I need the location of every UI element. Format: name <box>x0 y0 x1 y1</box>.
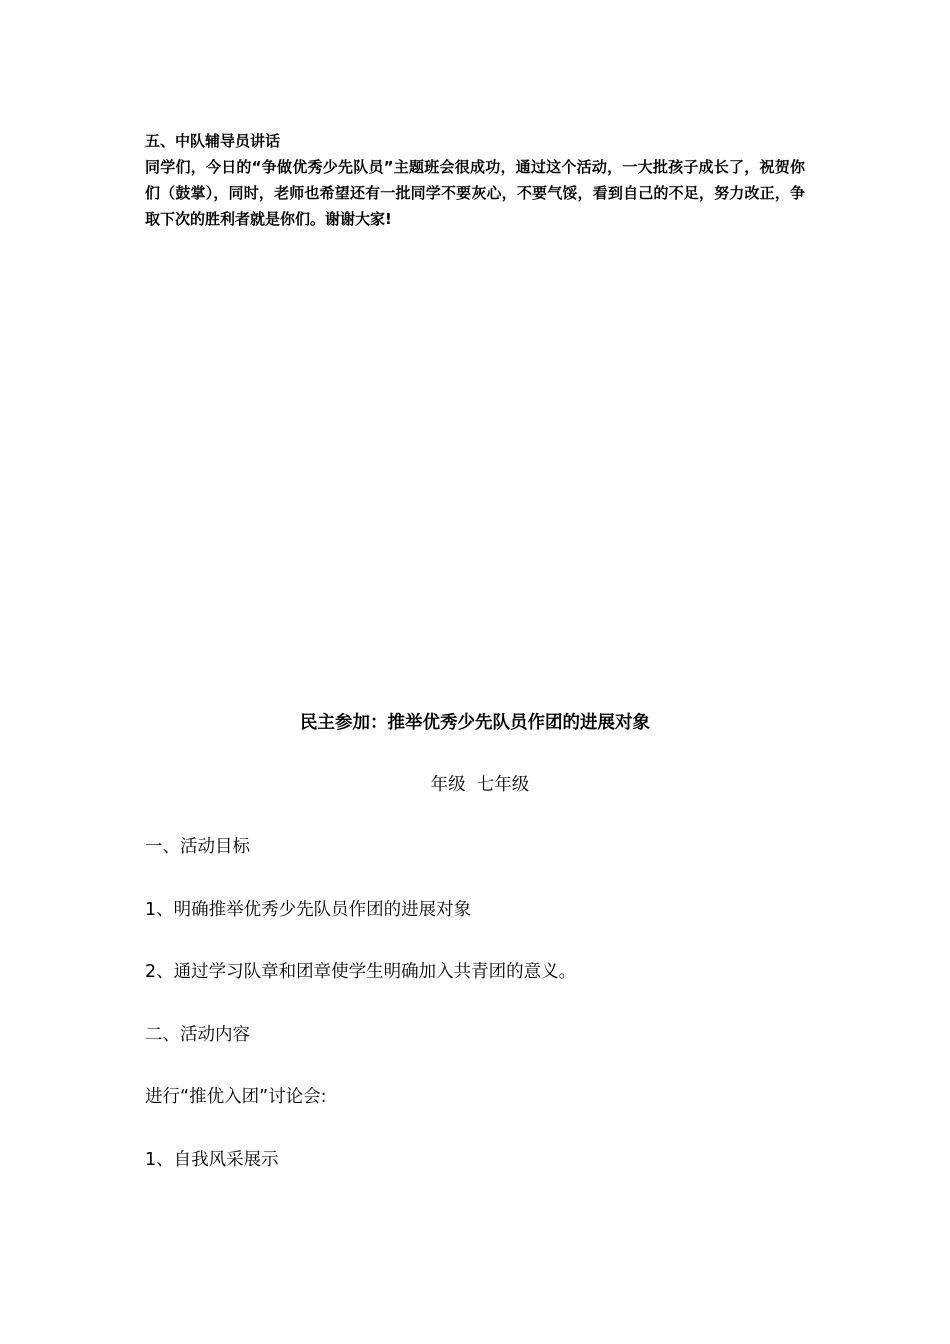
section-body-text: 同学们，今日的“争做优秀少先队员”主题班会很成功，通过这个活动，一大批孩子成长了，祝贺你们（鼓掌），同时，老师也希望还有一批同学不要灰心，不要气馁，看到自己的不足，努力改正，争取下次的胜利者就是你们。谢谢大家! <box>145 158 805 228</box>
discussion-intro: 进行“推优入团”讨论会: <box>145 1087 327 1107</box>
heading-activity-goals: 一、活动目标 <box>145 837 250 857</box>
section-heading: 五、中队辅导员讲话 <box>145 132 281 150</box>
heading-activity-content: 二、活动内容 <box>145 1025 250 1045</box>
content-item-1: 1、自我风采展示 <box>145 1150 279 1170</box>
counselor-speech-section <box>145 128 805 232</box>
goal-item-1: 1、明确推举优秀少先队员作团的进展对象 <box>145 900 472 920</box>
goal-item-2: 2、通过学习队章和团章使学生明确加入共青团的意义。 <box>145 962 577 982</box>
grade-line: 年级 七年级 <box>430 775 530 795</box>
document-title: 民主参加：推举优秀少先队员作团的进展对象 <box>300 713 650 733</box>
